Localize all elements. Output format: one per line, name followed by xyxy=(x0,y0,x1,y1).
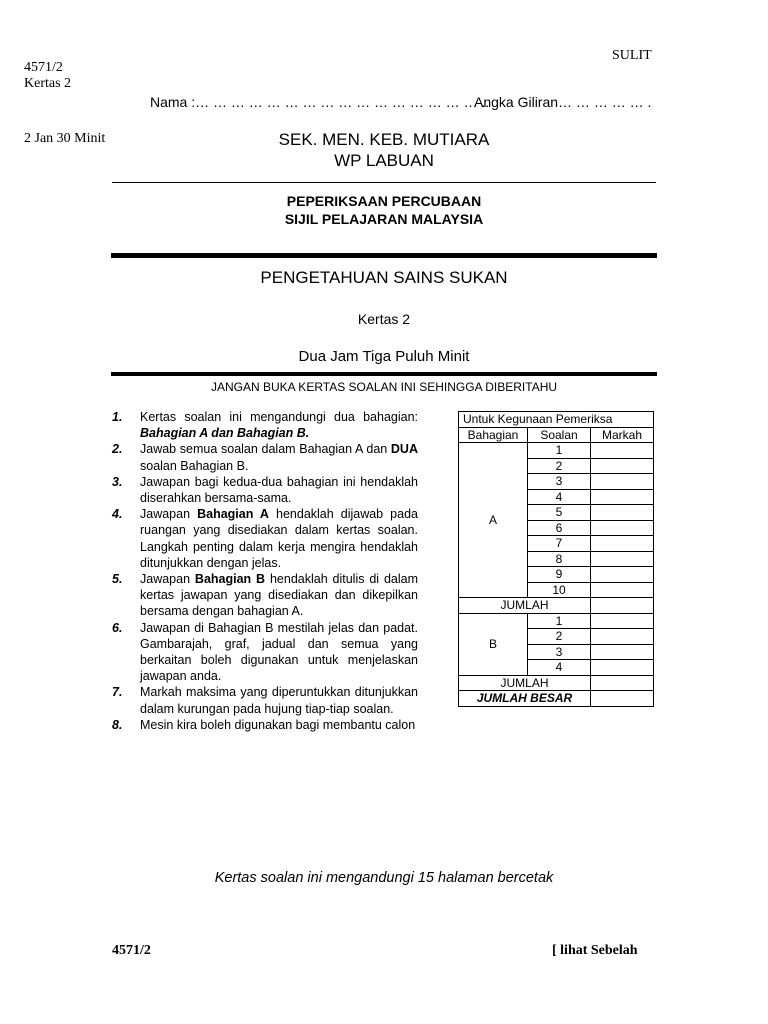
marks-cell xyxy=(591,660,654,676)
instruction-text xyxy=(140,506,418,571)
grand-total-cell xyxy=(591,691,654,707)
marks-cell xyxy=(591,629,654,645)
instruction-text xyxy=(140,571,418,620)
subtotal-label: JUMLAH xyxy=(459,598,591,614)
instruction-number: 8. xyxy=(112,717,123,732)
instruction-text xyxy=(140,474,418,506)
column-header: Soalan xyxy=(528,427,591,443)
marks-cell xyxy=(591,443,654,459)
page-count-note: Kertas soalan ini mengandungi 15 halaman bercetak xyxy=(214,870,554,886)
question-number: 6 xyxy=(528,520,591,536)
footer-paper-code: 4571/2 xyxy=(112,943,151,958)
question-number: 5 xyxy=(528,505,591,521)
question-number: 3 xyxy=(528,474,591,490)
paper-code-block xyxy=(24,60,71,92)
exam-title-line2: SIJIL PELAJARAN MALAYSIA xyxy=(284,211,484,227)
subtotal-label: JUMLAH xyxy=(459,675,591,691)
table-title: Untuk Kegunaan Pemeriksa xyxy=(459,412,654,428)
instruction-number: 1. xyxy=(112,410,123,424)
thick-divider xyxy=(111,372,657,376)
instruction-item xyxy=(112,717,418,733)
subject-title: PENGETAHUAN SAINS SUKAN xyxy=(260,268,508,287)
instruction-text-part: DUA xyxy=(390,442,418,457)
school-name-line1: SEK. MEN. KEB. MUTIARA xyxy=(278,130,490,149)
instruction-text-part: Kertas soalan ini mengandungi dua bahagian: xyxy=(140,410,418,424)
section-label: B xyxy=(459,613,528,675)
school-name xyxy=(0,129,768,171)
paper-code: 4571/2 xyxy=(24,60,63,75)
question-number: 3 xyxy=(528,644,591,660)
instruction-text xyxy=(140,409,418,441)
instruction-text-part: Jawapan xyxy=(140,572,195,587)
column-header: Markah xyxy=(591,427,654,443)
instruction-number: 2. xyxy=(112,442,123,457)
marks-cell xyxy=(591,474,654,490)
instruction-number: 7. xyxy=(112,685,123,700)
candidate-info-row xyxy=(150,94,670,110)
instruction-text xyxy=(140,441,418,473)
examiner-marks-table xyxy=(458,411,654,707)
instruction-text-part: hendaklah dijawab pada ruangan yang disediakan dalam kertas soalan. Langkah penting dalam kerja mengira hendaklah ditunjukkan dengan jelas. xyxy=(140,507,418,570)
section-label: A xyxy=(459,443,528,598)
grand-total-label: JUMLAH BESAR xyxy=(459,691,591,707)
exam-title xyxy=(0,192,768,228)
paper-label: Kertas 2 xyxy=(357,311,411,327)
question-number: 4 xyxy=(528,660,591,676)
instruction-number: 3. xyxy=(112,474,123,489)
classification-label: SULIT xyxy=(612,48,652,63)
instruction-item xyxy=(112,571,418,620)
question-number: 9 xyxy=(528,567,591,583)
marks-cell xyxy=(591,613,654,629)
divider xyxy=(112,182,656,183)
question-number: 4 xyxy=(528,489,591,505)
instruction-number: 4. xyxy=(112,507,123,522)
instruction-item xyxy=(112,684,418,716)
question-number: 10 xyxy=(528,582,591,598)
question-number: 1 xyxy=(528,443,591,459)
instruction-item xyxy=(112,620,418,685)
instruction-text-part: Bahagian A xyxy=(197,507,269,522)
instruction-item xyxy=(112,441,418,473)
marks-cell xyxy=(591,644,654,660)
paper-number: Kertas 2 xyxy=(24,76,72,91)
table-row xyxy=(459,443,654,459)
instruction-item xyxy=(112,506,418,571)
instructions-list xyxy=(112,409,418,733)
table-row xyxy=(459,613,654,629)
instruction-text-part: hendaklah ditulis di dalam kertas jawapan yang disediakan dan dikepilkan bersama dengan bahagian A. xyxy=(140,572,419,619)
marks-cell xyxy=(591,505,654,521)
marks-cell xyxy=(591,582,654,598)
warning-text: JANGAN BUKA KERTAS SOALAN INI SEHINGGA DIBERITAHU xyxy=(210,380,558,394)
instruction-number: 5. xyxy=(112,572,123,587)
question-number: 1 xyxy=(528,613,591,629)
marks-cell xyxy=(591,520,654,536)
exam-title-line1: PEPERIKSAAN PERCUBAAN xyxy=(286,193,482,209)
name-field[interactable]: Nama :… … … … … … … … … … … … … … … … .. xyxy=(150,94,490,110)
subtotal-cell xyxy=(591,598,654,614)
subtotal-cell xyxy=(591,675,654,691)
instruction-text-part: Markah maksima yang diperuntukkan ditunjukkan dalam kurungan pada hujung tiap-tiap soalan. xyxy=(140,685,418,716)
footer-turn-page: [ lihat Sebelah xyxy=(552,943,638,958)
instruction-item xyxy=(112,409,418,441)
index-number-field[interactable]: Angka Giliran… … … … … . xyxy=(474,94,652,110)
instruction-text-part: Bahagian A dan Bahagian B. xyxy=(140,426,310,441)
instruction-text xyxy=(140,620,418,685)
instruction-text-part: Bahagian B xyxy=(194,572,266,587)
instruction-text-part: Jawapan di Bahagian B mestilah jelas dan padat. Gambarajah, graf, jadual dan semua yang berkaitan boleh digunakan untuk menjelaskan jawapan anda. xyxy=(140,620,418,684)
marks-cell xyxy=(591,567,654,583)
question-number: 2 xyxy=(528,629,591,645)
instruction-text-part: soalan Bahagian B. xyxy=(140,458,249,473)
instruction-number: 6. xyxy=(112,620,123,635)
instruction-text-part: Jawapan bagi kedua-dua bahagian ini hendaklah diserahkan bersama-sama. xyxy=(140,474,418,506)
instruction-text-part: Mesin kira boleh digunakan bagi membantu calon xyxy=(140,717,416,732)
question-number: 8 xyxy=(528,551,591,567)
instruction-text-part: Jawab semua soalan dalam Bahagian A dan xyxy=(140,442,391,457)
duration-label: 2 Jan 30 Minit xyxy=(24,131,106,146)
question-number: 2 xyxy=(528,458,591,474)
instruction-text xyxy=(140,684,418,716)
thick-divider xyxy=(111,253,657,258)
marks-cell xyxy=(591,489,654,505)
instruction-text xyxy=(140,717,418,733)
instruction-item xyxy=(112,474,418,506)
instruction-text-part: Jawapan xyxy=(140,507,198,522)
marks-cell xyxy=(591,536,654,552)
marks-cell xyxy=(591,551,654,567)
column-header: Bahagian xyxy=(459,427,528,443)
time-label: Dua Jam Tiga Puluh Minit xyxy=(298,348,470,365)
school-name-line2: WP LABUAN xyxy=(334,151,434,170)
question-number: 7 xyxy=(528,536,591,552)
marks-cell xyxy=(591,458,654,474)
